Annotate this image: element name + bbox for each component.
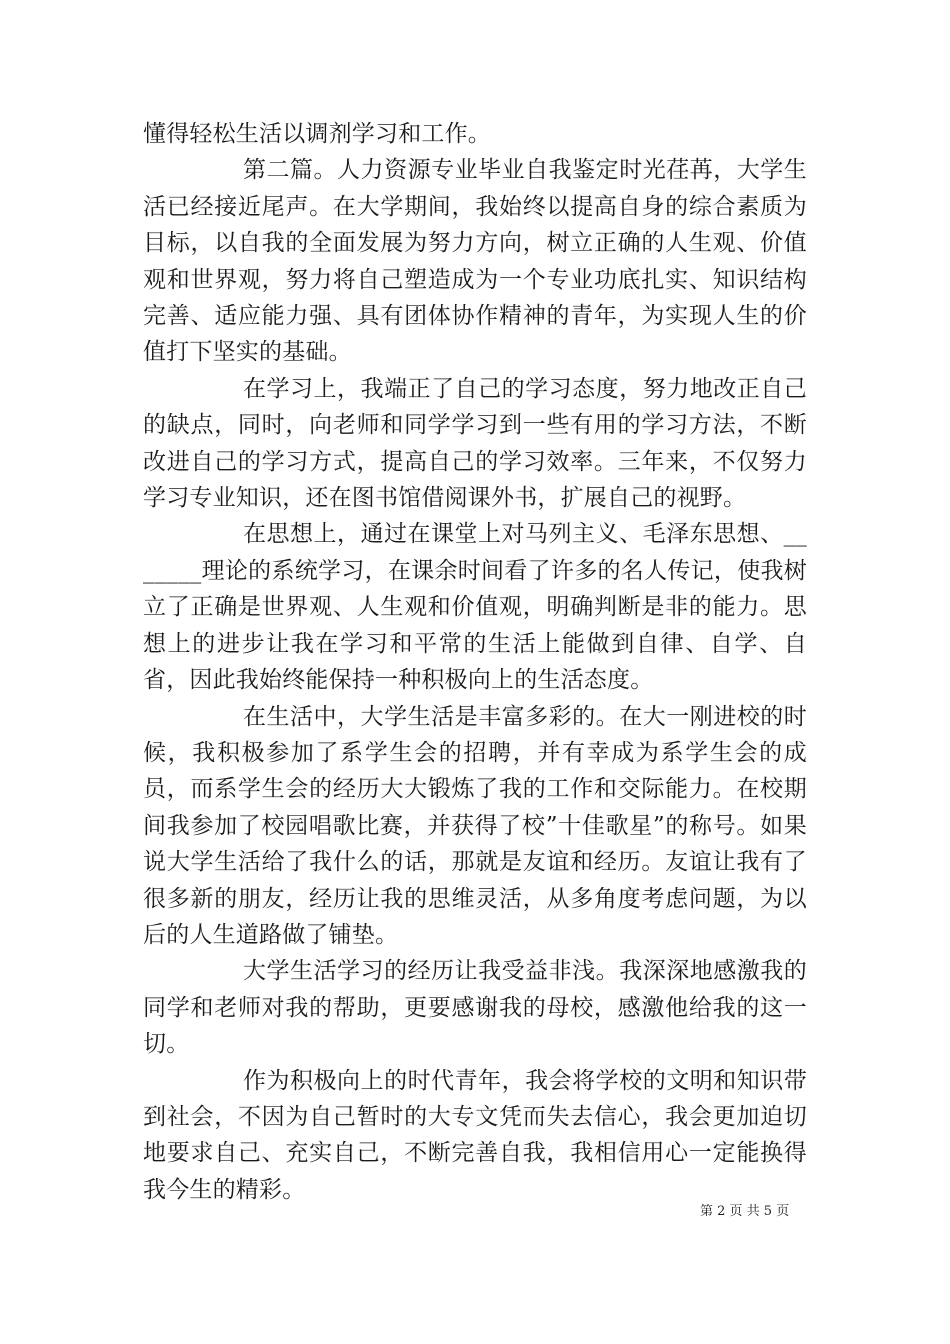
paragraph: 大学生活学习的经历让我受益非浅。我深深地感激我的同学和老师对我的帮助，更要感谢我的母校，感激他给我的这一切。 <box>143 958 807 1058</box>
paragraph: 懂得轻松生活以调剂学习和工作。 <box>143 121 491 147</box>
paragraph: 第二篇。人力资源专业毕业自我鉴定时光荏苒，大学生活已经接近尾声。在大学期间，我始终以提高自身的综合素质为目标，以自我的全面发展为努力方向，树立正确的人生观、价值观和世界观，努力将自己塑造成为一个专业功底扎实、知识结构完善、适应能力强、具有团体协作精神的青年，为实现人生的价值打下坚实的基础。 <box>143 157 807 366</box>
paragraph: 在生活中，大学生活是丰富多彩的。在大一刚进校的时候，我积极参加了系学生会的招聘，并有幸成为系学生会的成员，而系学生会的经历大大锻炼了我的工作和交际能力。在校期间我参加了校园唱歌比赛，并获得了校”十佳歌星”的称号。如果说大学生活给了我什么的话，那就是友谊和经历。友谊让我有了很多新的朋友，经历让我的思维灵活，从多角度考虑问题，为以后的人生道路做了铺垫。 <box>143 703 807 948</box>
paragraph: 在学习上，我端正了自己的学习态度，努力地改正自己的缺点，同时，向老师和同学学习到一些有用的学习方法，不断改进自己的学习方式，提高自己的学习效率。三年来，不仅努力学习专业知识，还在图书馆借阅课外书，扩展自己的视野。 <box>143 375 807 512</box>
page-number-footer: 第 2 页 共 5 页 <box>700 1204 790 1219</box>
paragraph: 在思想上，通过在课堂上对马列主义、毛泽东思想、_______理论的系统学习，在课余时间看了许多的名人传记，使我树立了正确是世界观、人生观和价值观，明确判断是非的能力。思想上的进步让我在学习和平常的生活上能做到自律、自学、自省，因此我始终能保持一种积极向上的生活态度。 <box>143 521 807 694</box>
document-body <box>143 116 807 1208</box>
paragraph: 作为积极向上的时代青年，我会将学校的文明和知识带到社会，不因为自己暂时的大专文凭而失去信心，我会更加迫切地要求自己、充实自己，不断完善自我，我相信用心一定能换得我今生的精彩。 <box>143 1067 807 1203</box>
